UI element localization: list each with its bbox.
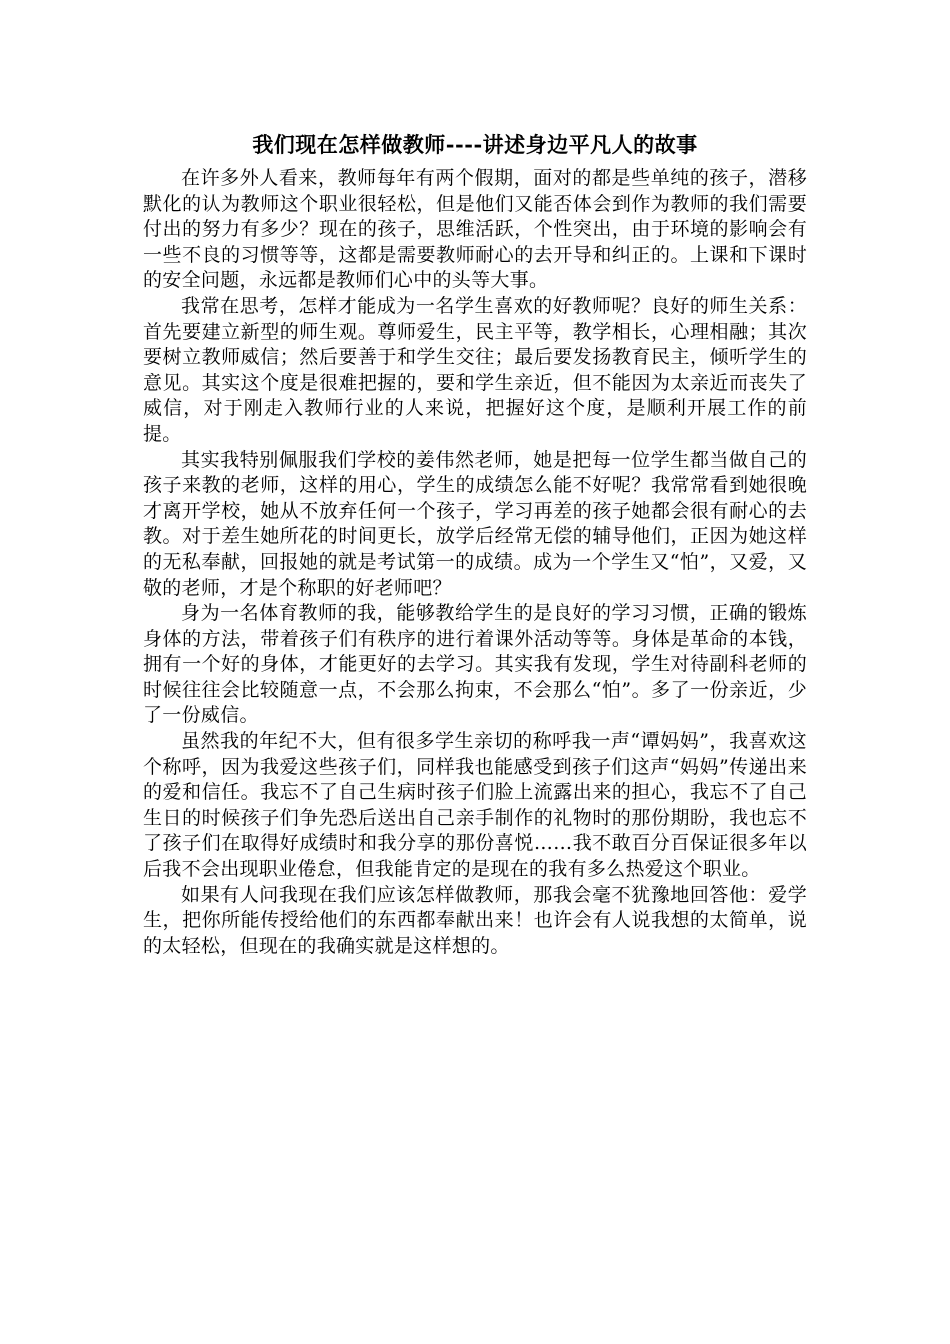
paragraph-3: 其实我特别佩服我们学校的姜伟然老师，她是把每一位学生都当做自己的孩子来教的老师，这样的用心，学生的成绩怎么能不好呢？我常常看到她很晚才离开学校，她从不放弃任何一个孩子，学习再差的孩子她都会很有耐心的去教。对于差生她所花的时间更长，放学后经常无偿的辅导他们，正因为她这样的无私奉献，回报她的就是考试第一的成绩。成为一个学生又“怕”，又爱，又敬的老师，才是个称职的好老师吧？ [143, 448, 807, 599]
paragraph-6: 如果有人问我现在我们应该怎样做教师，那我会毫不犹豫地回答他：爱学生，把你所能传授给他们的东西都奉献出来！也许会有人说我想的太简单，说的太轻松，但现在的我确实就是这样想的。 [143, 883, 807, 957]
document-title: 我们现在怎样做教师----讲述身边平凡人的故事 [252, 132, 698, 157]
paragraph-1: 在许多外人看来，教师每年有两个假期，面对的都是些单纯的孩子，潜移默化的认为教师这个职业很轻松，但是他们又能否体会到作为教师的我们需要付出的努力有多少？现在的孩子，思维活跃，个性突出，由于环境的影响会有一些不良的习惯等等，这都是需要教师耐心的去开导和纠正的。上课和下课时的安全问题，永远都是教师们心中的头等大事。 [143, 167, 807, 292]
paragraph-4: 身为一名体育教师的我，能够教给学生的是良好的学习习惯，正确的锻炼身体的方法，带着孩子们有秩序的进行着课外活动等等。身体是革命的本钱，拥有一个好的身体，才能更好的去学习。其实我有发现，学生对待副科老师的时候往往会比较随意一点，不会那么拘束，不会那么“怕”。多了一份亲近，少了一份威信。 [143, 602, 807, 727]
document-page [143, 130, 807, 959]
paragraph-5: 虽然我的年纪不大，但有很多学生亲切的称呼我一声“谭妈妈”，我喜欢这个称呼，因为我爱这些孩子们，同样我也能感受到孩子们这声“妈妈”传递出来的爱和信任。我忘不了自己生病时孩子们脸上流露出来的担心，我忘不了自己生日的时候孩子们争先恐后送出自己亲手制作的礼物时的那份期盼，我也忘不了孩子们在取得好成绩时和我分享的那份喜悦……我不敢百分百保证很多年以后我不会出现职业倦怠，但我能肯定的是现在的我有多么热爱这个职业。 [143, 730, 807, 881]
paragraph-2: 我常在思考，怎样才能成为一名学生喜欢的好教师呢？良好的师生关系：首先要建立新型的师生观。尊师爱生，民主平等，教学相长，心理相融；其次要树立教师威信；然后要善于和学生交往；最后要发扬教育民主，倾听学生的意见。其实这个度是很难把握的，要和学生亲近，但不能因为太亲近而丧失了威信，对于刚走入教师行业的人来说，把握好这个度，是顺利开展工作的前提。 [143, 294, 807, 445]
